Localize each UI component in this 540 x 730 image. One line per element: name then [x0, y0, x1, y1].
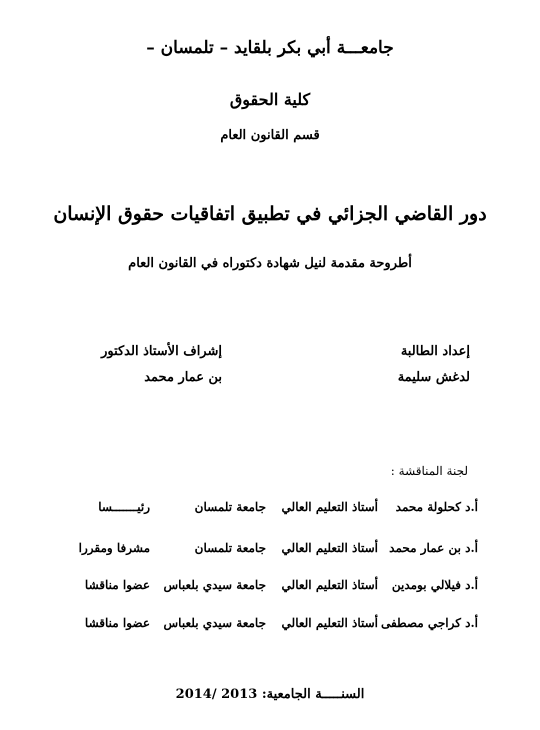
- faculty-name: كلية الحقوق: [229, 90, 311, 109]
- member-role: رئيـــــــسا: [98, 500, 150, 514]
- committee-member: [68, 541, 478, 561]
- academic-year: السنـــــة الجامعية: 2013 /2014: [175, 687, 365, 702]
- member-university: جامعة سيدي بلعباس: [163, 578, 266, 592]
- university-name: جامعـــة أبي بكر بلقايد – تلمسان –: [146, 38, 394, 58]
- member-name: أ.د كحلولة محمد: [395, 500, 478, 514]
- committee-member: [68, 500, 478, 520]
- supervisor-label: إشراف الأستاذ الدكتور: [101, 344, 222, 359]
- member-rank: أستاذ التعليم العالي: [281, 578, 378, 592]
- committee-label: لجنة المناقشة :: [390, 464, 468, 478]
- member-role: عضوا مناقشا: [84, 616, 150, 630]
- member-rank: أستاذ التعليم العالي: [281, 541, 378, 555]
- member-name: أ.د فيلالي بومدين: [391, 578, 478, 592]
- member-name: أ.د كراجي مصطفى: [380, 616, 478, 630]
- member-rank: أستاذ التعليم العالي: [281, 616, 378, 630]
- member-name: أ.د بن عمار محمد: [389, 541, 478, 555]
- member-role: عضوا مناقشا: [84, 578, 150, 592]
- member-university: جامعة تلمسان: [194, 500, 266, 514]
- department-name: قسم القانون العام: [220, 128, 320, 143]
- thesis-subtitle: أطروحة مقدمة لنيل شهادة دكتوراه في القانون العام: [128, 256, 412, 271]
- committee-member: [68, 578, 478, 598]
- committee-member: [68, 616, 478, 636]
- supervisor-name: بن عمار محمد: [144, 370, 222, 385]
- member-university: جامعة سيدي بلعباس: [163, 616, 266, 630]
- thesis-title: دور القاضي الجزائي في تطبيق اتفاقيات حقوق الإنسان: [53, 203, 487, 225]
- member-role: مشرفا ومقررا: [78, 541, 150, 555]
- member-rank: أستاذ التعليم العالي: [281, 500, 378, 514]
- member-university: جامعة تلمسان: [194, 541, 266, 555]
- student-name: لدغش سليمة: [397, 370, 470, 385]
- student-label: إعداد الطالبة: [400, 344, 470, 359]
